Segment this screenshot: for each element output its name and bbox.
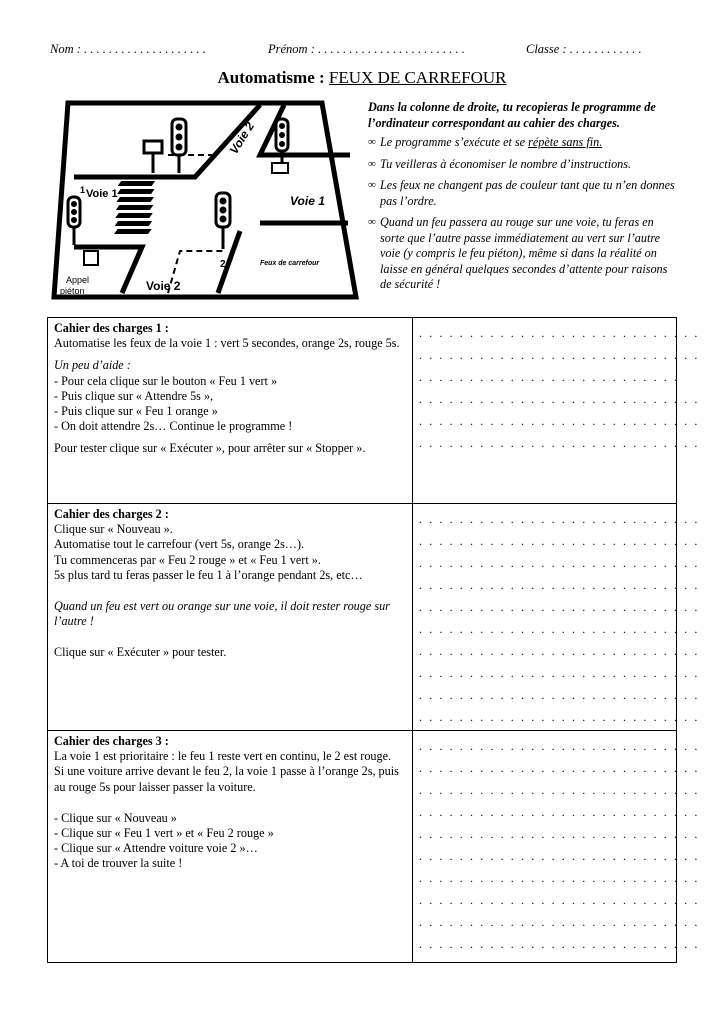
answer-3-cell[interactable] [413, 731, 700, 963]
answer-line[interactable]: . . . . . . . . . . . . . . . . . . . . . . . . . . . . [419, 666, 700, 680]
answer-line[interactable]: . . . . . . . . . . . . . . . . . . . . . . . . . . . . [419, 534, 700, 548]
test-instruction: Pour tester clique sur « Exécuter », pour arrêter sur « Stopper ». [54, 441, 366, 456]
instruction-item [368, 135, 680, 151]
bullet-icon: ∞ [368, 179, 376, 191]
instruction-item [368, 157, 680, 173]
nom-field[interactable]: Nom : . . . . . . . . . . . . . . . . . . . . [50, 42, 206, 56]
instructions-block [368, 100, 680, 299]
cahier-2-text: Clique sur « Nouveau ». [54, 522, 173, 537]
label-voie1-top: Voie 1 [86, 188, 118, 200]
answer-line[interactable]: . . . . . . . . . . . . . . . . . . . . . . . . . . . . [419, 512, 700, 526]
label-1: 1 [80, 185, 86, 195]
instruction-underlined: répète sans fin. [528, 135, 603, 149]
answer-line[interactable]: . . . . . . . . . . . . . . . . . . . . . . . . . . . . [419, 600, 700, 614]
cahier-3-cell [48, 731, 413, 963]
answer-line[interactable]: . . . . . . . . . . . . . . . . . . . . . . . . . . . . [419, 578, 700, 592]
cahier-3-step: - Clique sur « Attendre voiture voie 2 »… [54, 841, 258, 856]
instruction-text: Les feux ne changent pas de couleur tant que tu n’en donnes pas l’ordre. [380, 178, 675, 208]
cahier-1-text: Automatise les feux de la voie 1 : vert 5 secondes, orange 2s, rouge 5s. [54, 336, 400, 351]
answer-line[interactable]: . . . . . . . . . . . . . . . . . . . . . . . . . . . . [419, 326, 700, 340]
instructions-list [368, 135, 680, 293]
help-step: - Pour cela clique sur le bouton « Feu 1 vert » [54, 373, 278, 388]
answer-line[interactable]: . . . . . . . . . . . . . . . . . . . . . . . . . . . . [419, 893, 700, 907]
bullet-icon: ∞ [368, 157, 376, 170]
answer-line[interactable]: . . . . . . . . . . . . . . . . . . . . . . . . . . . . [419, 556, 700, 570]
answer-line[interactable]: . . . . . . . . . . . . . . . . . . . . . . . . . . . . [419, 710, 700, 724]
test-instruction: Clique sur « Exécuter » pour tester. [54, 645, 227, 660]
cahier-3-step: - A toi de trouver la suite ! [54, 856, 183, 871]
answer-line[interactable]: . . . . . . . . . . . . . . . . . . . . . . . . . . . . [419, 348, 700, 362]
section-row-3 [48, 731, 677, 963]
label-voie2-bottom: Voie 2 [146, 279, 181, 293]
section-row-2 [48, 504, 677, 731]
label-voie2-diag: Voie 2 [226, 119, 258, 157]
answer-line[interactable]: . . . . . . . . . . . . . . . . . . . . . . . . . . . . [419, 805, 700, 819]
cahier-3-step: - Clique sur « Nouveau » [54, 810, 177, 825]
page-title [0, 68, 724, 88]
prenom-field[interactable]: Prénom : . . . . . . . . . . . . . . . . . . . . . . . . [268, 42, 465, 56]
cahier-3-text: La voie 1 est prioritaire : le feu 1 reste vert en continu, le 2 est rouge. [54, 749, 392, 764]
instruction-item [368, 215, 680, 293]
cahier-2-text: Tu commenceras par « Feu 2 rouge » et « Feu 1 vert ». [54, 552, 321, 567]
instruction-text: Quand un feu passera au rouge sur une voie, tu feras en sorte que l’autre passe immédiatement au vert sur l’autre voie (y compris le feu piéton), même si dans la réalité on laisse en général quelques secondes d’attente pour raisons de sécurité ! [380, 215, 668, 291]
cahier-1-title: Cahier des charges 1 : [54, 321, 169, 335]
cahier-3-step: - Clique sur « Feu 1 vert » et « Feu 2 rouge » [54, 826, 274, 841]
instruction-text: Le programme s’exécute et se [380, 135, 529, 149]
label-feux-de-carrefour: Feux de carrefour [260, 260, 320, 267]
section-row-1 [48, 318, 677, 504]
help-label: Un peu d’aide : [54, 358, 131, 373]
answer-line[interactable]: . . . . . . . . . . . . . . . . . . . . . . . . . . . . [419, 915, 700, 929]
label-pieton: piéton [60, 286, 85, 296]
crossroads-illustration [50, 97, 360, 303]
cahier-3-text: Si une voiture arrive devant le feu 2, la voie 1 passe à l’orange 2s, puis au rouge 5s pour laisser passer la voiture. [54, 764, 399, 794]
answer-2-cell[interactable] [413, 504, 700, 731]
exercise-table [47, 317, 700, 963]
answer-line[interactable]: . . . . . . . . . . . . . . . . . . . . . . . . . . [419, 370, 680, 384]
answer-line[interactable]: . . . . . . . . . . . . . . . . . . . . . . . . . . . . [419, 849, 700, 863]
answer-line[interactable]: . . . . . . . . . . . . . . . . . . . . . . . . . . . . [419, 622, 700, 636]
label-voie1-center: Voie 1 [290, 194, 325, 208]
cahier-2-text: 5s plus tard tu feras passer le feu 1 à l’orange pendant 2s, etc… [54, 567, 363, 582]
classe-field[interactable]: Classe : . . . . . . . . . . . . [526, 42, 642, 56]
cahier-2-cell [48, 504, 413, 731]
help-step: - Puis clique sur « Feu 1 orange » [54, 404, 218, 419]
cahier-1-cell [48, 318, 413, 504]
answer-line[interactable]: . . . . . . . . . . . . . . . . . . . . . . . . . . . . [419, 761, 700, 775]
answer-line[interactable]: . . . . . . . . . . . . . . . . . . . . . . . . . . . . [419, 783, 700, 797]
cahier-2-title: Cahier des charges 2 : [54, 507, 169, 521]
cahier-3-title: Cahier des charges 3 : [54, 734, 169, 748]
instructions-lead: Dans la colonne de droite, tu recopieras le programme de l’ordinateur correspondant au cahier des charges. [368, 100, 656, 130]
answer-line[interactable]: . . . . . . . . . . . . . . . . . . . . . . . . . . . . [419, 871, 700, 885]
bullet-icon: ∞ [368, 136, 376, 148]
label-2: 2 [220, 259, 226, 270]
help-step: - On doit attendre 2s… Continue le programme ! [54, 419, 293, 434]
answer-line[interactable]: . . . . . . . . . . . . . . . . . . . . . . . . . . . . [419, 739, 700, 753]
title-prefix: Automatisme : [217, 68, 329, 87]
answer-line[interactable]: . . . . . . . . . . . . . . . . . . . . . . . . . . . . [419, 414, 700, 428]
answer-line[interactable]: . . . . . . . . . . . . . . . . . . . . . . . . . . . . [419, 827, 700, 841]
answer-1-cell[interactable] [413, 318, 700, 504]
help-step: - Puis clique sur « Attendre 5s », [54, 388, 214, 403]
student-header [50, 42, 680, 60]
answer-line[interactable]: . . . . . . . . . . . . . . . . . . . . . . . . . . . . [419, 937, 700, 951]
cahier-2-text: Automatise tout le carrefour (vert 5s, orange 2s…). [54, 537, 305, 552]
bullet-icon: ∞ [368, 216, 376, 228]
answer-line[interactable]: . . . . . . . . . . . . . . . . . . . . . . . . . . . . [419, 392, 700, 406]
pedestrian-call-button [84, 251, 98, 265]
title-main: FEUX DE CARREFOUR [328, 68, 507, 87]
label-appel: Appel [66, 275, 90, 285]
cahier-2-rule: Quand un feu est vert ou orange sur une voie, il doit rester rouge sur l’autre ! [54, 599, 390, 629]
answer-line[interactable]: . . . . . . . . . . . . . . . . . . . . . . . . . . . . [419, 688, 700, 702]
answer-line[interactable]: . . . . . . . . . . . . . . . . . . . . . . . . . . . . [419, 436, 700, 450]
instruction-item [368, 178, 680, 209]
answer-line[interactable]: . . . . . . . . . . . . . . . . . . . . . . . . . . . . [419, 644, 700, 658]
instruction-text: Tu veilleras à économiser le nombre d’instructions. [380, 156, 632, 171]
